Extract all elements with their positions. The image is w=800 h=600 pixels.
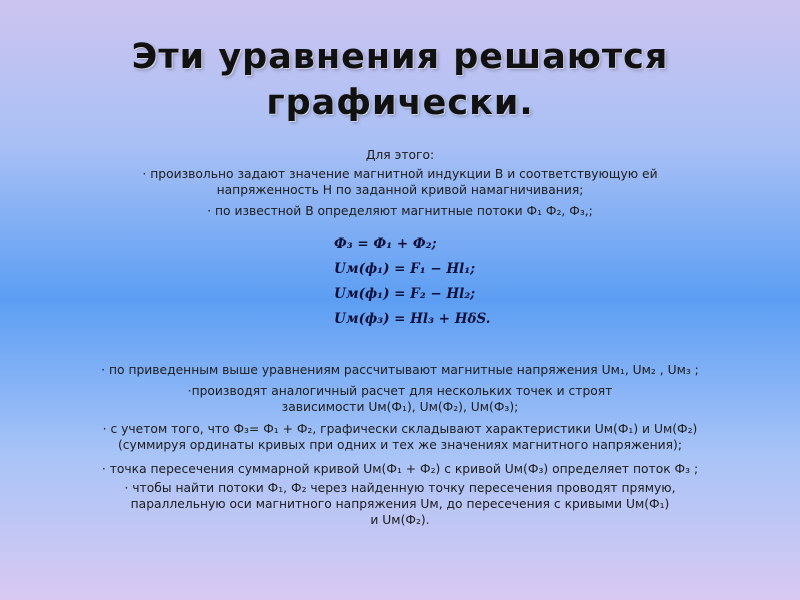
bullet-1-line-2: напряженность H по заданной кривой намагничивания; [216, 183, 584, 197]
equations-block [334, 232, 534, 332]
title-line-1: Эти уравнения решаются [131, 37, 669, 77]
bullet-4 [40, 383, 760, 415]
bullet-2: · по известной B определяют магнитные потоки Ф₁ Ф₂, Ф₃,; [207, 204, 593, 218]
bullet-6: · точка пересечения суммарной кривой Uм(Ф₁ + Ф₂) с кривой Uм(Ф₃) определяет поток Ф₃ ; [101, 462, 699, 476]
bullet-5-line-2: (суммируя ординаты кривых при одних и тех же значениях магнитного напряжения); [118, 438, 682, 452]
bullet-4-line-1: ·производят аналогичный расчет для нескольких точек и строят [187, 384, 613, 398]
bullet-5 [40, 421, 760, 453]
title-line-2: графически. [266, 83, 534, 123]
bullet-7-line-3: и Uм(Ф₂). [370, 513, 430, 527]
bullet-1-line-1: · произвольно задают значение магнитной индукции B и соответствующую ей [142, 167, 658, 181]
bullet-7 [40, 480, 760, 528]
bullet-7-line-1: · чтобы найти потоки Ф₁, Ф₂ через найденную точку пересечения проводят прямую, [124, 481, 676, 495]
slide-title [0, 34, 800, 126]
bullet-1 [40, 166, 760, 198]
equation-2: Uм(ф₁) = F₁ − Hl₁; [334, 261, 476, 277]
bullet-7-line-2: параллельную оси магнитного напряжения Uм, до пересечения с кривыми Uм(Ф₁) [130, 497, 670, 511]
equation-1: Ф₃ = Ф₁ + Ф₂; [334, 236, 437, 252]
bullet-4-line-2: зависимости Uм(Ф₁), Uм(Ф₂), Uм(Ф₃); [281, 400, 519, 414]
bullet-3: · по приведенным выше уравнениям рассчитывают магнитные напряжения Uм₁, Uм₂ , Uм₃ ; [101, 363, 699, 377]
intro-text: Для этого: [365, 148, 435, 162]
equation-3: Uм(ф₁) = F₂ − Hl₂; [334, 286, 476, 302]
equation-4: Uм(ф₃) = Hl₃ + HδS. [334, 311, 491, 327]
bullet-5-line-1: · с учетом того, что Ф₃= Ф₁ + Ф₂, графически складывают характеристики Uм(Ф₁) и Uм(Ф₂) [102, 422, 698, 436]
